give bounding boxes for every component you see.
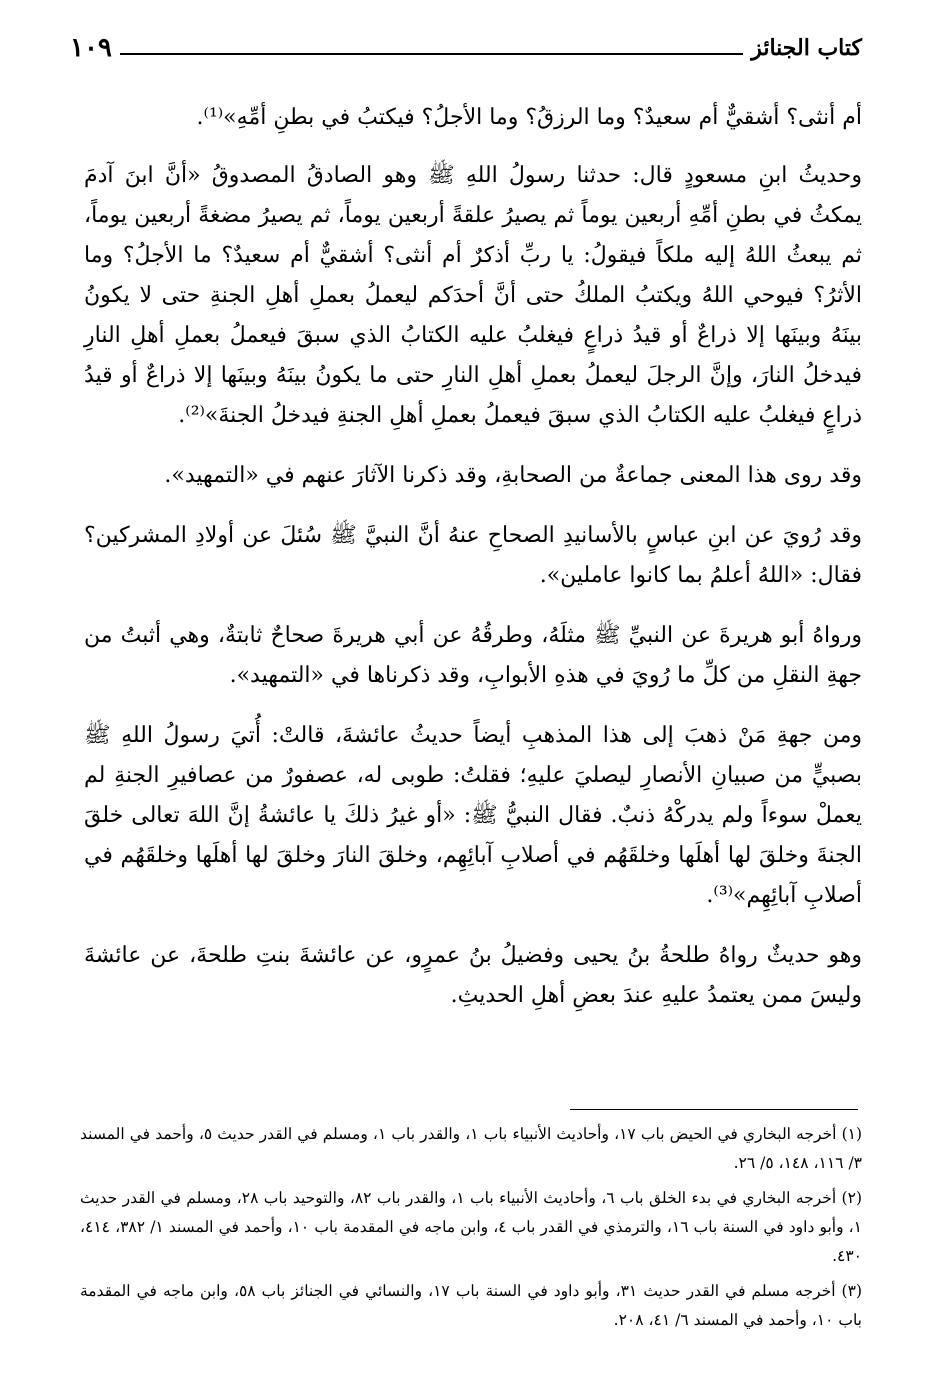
- page-number: ١٠٩: [70, 33, 112, 63]
- paragraph-1: أم أنثى؟ أشقيٌّ أم سعيدٌ؟ وما الرزقُ؟ وما الأجلُ؟ فيكتبُ في بطنِ أمِّهِ»⁽¹⁾.: [196, 105, 862, 130]
- paragraph-7: وهو حديثٌ رواهُ طلحةُ بنُ يحيى وفضيلُ بنُ عمرٍو، عن عائشةَ بنتِ طلحةَ، عن عائشةَ وليسَ ممن يعتمدُ عليهِ عندَ بعضِ أهلِ الحديثِ.: [84, 943, 862, 1008]
- main-text: [84, 98, 862, 1036]
- page-header: [70, 26, 862, 70]
- header-rule: [120, 53, 743, 55]
- running-title: كتاب الجنائز: [751, 35, 862, 61]
- paragraph-3: وقد روى هذا المعنى جماعةٌ من الصحابةِ، وقد ذكرنا الآثارَ عنهم في «التمهيد».: [164, 463, 862, 488]
- footnote-3: (٣) أخرجه مسلم في القدر حديث ٣١، وأبو داود في السنة باب ١٧، والنسائي في الجنائز باب ٥٨، وابن ماجه في المقدمة باب ١٠، وأحمد في المسند ٦/ ٤١، ٢٠٨.: [80, 1282, 862, 1329]
- footnote-2: (٢) أخرجه البخاري في بدء الخلق باب ٦، وأحاديث الأنبياء باب ١، والقدر باب ٨٢، والتوحيد باب ٢٨، ومسلم في القدر حديث ١، وأبو داود في السنة باب ١٦، والترمذي في القدر باب ٤، وابن ماجه في المقدمة باب ١٠، وأحمد في المسند ١/ ٣٨٢، ٤١٤، ٤٣٠.: [80, 1189, 862, 1265]
- paragraph-6: ومن جهةِ مَنْ ذهبَ إلى هذا المذهبِ أيضاً حديثُ عائشةَ، قالتْ: أُتيَ رسولُ اللهِ ﷺ بصبيٍّ من صبيانِ الأنصارِ ليصليَ عليهِ؛ فقلتُ: طوبى له، عصفورٌ من عصافيرِ الجنةِ لم يعملْ سوءاً ولم يدركْهُ ذنبٌ. فقال النبيُّ ﷺ: «أو غيرُ ذلكَ يا عائشةُ إنَّ اللهَ تعالى خلقَ الجنةَ وخلقَ لها أهلَها وخلقَهُم في أصلابِ آبائِهِم، وخلقَ النارَ وخلقَ لها أهلَها وخلقَهُم في أصلابِ آبائِهِم»⁽³⁾.: [84, 723, 863, 908]
- footnotes: [80, 1120, 862, 1341]
- paragraph-2: وحديثُ ابنِ مسعودٍ قال: حدثنا رسولُ اللهِ ﷺ وهو الصادقُ المصدوقُ «أنَّ ابنَ آدمَ يمكثُ في بطنِ أمِّهِ أربعين يوماً ثم يصيرُ علقةً أربعين يوماً، ثم يصيرُ مضغةً أربعين يوماً، ثم يبعثُ اللهُ إليه ملكاً فيقولُ: يا ربِّ أذكرٌ أم أنثى؟ أشقيٌّ أم سعيدٌ؟ ما الأجلُ؟ وما الأثرُ؟ فيوحي اللهُ ويكتبُ الملكُ حتى أنَّ أحدَكم ليعملُ بعملِ أهلِ الجنةِ حتى لا يكونُ بينَهُ وبينَها إلا ذراعٌ أو قيدُ ذراعٍ فيغلبُ عليه الكتابُ الذي سبقَ فيعملُ بعملِ أهلِ النارِ فيدخلُ النارَ، وإنَّ الرجلَ ليعملُ بعملِ أهلِ النارِ حتى ما يكونُ بينَهُ وبينَها إلا ذراعٌ أو قيدُ ذراعٍ فيغلبُ عليه الكتابُ الذي سبقَ فيعملُ بعملِ أهلِ الجنةِ فيدخلُ الجنةَ»⁽²⁾.: [84, 163, 862, 428]
- paragraph-4: وقد رُويَ عن ابنِ عباسٍ بالأسانيدِ الصحاحِ عنهُ أنَّ النبيَّ ﷺ سُئلَ عن أولادِ المشركين؟ فقال: «اللهُ أعلمُ بما كانوا عاملين».: [84, 523, 862, 588]
- footnote-separator: [570, 1109, 858, 1110]
- footnote-1: (١) أخرجه البخاري في الحيض باب ١٧، وأحاديث الأنبياء باب ١، والقدر باب ١، ومسلم في القدر حديث ٥، وأحمد في المسند ٣/ ١١٦، ١٤٨، ٥/ ٢٦.: [80, 1125, 863, 1172]
- paragraph-5: ورواهُ أبو هريرةَ عن النبيِّ ﷺ مثلَهُ، وطرقُهُ عن أبي هريرةَ صحاحٌ ثابتةٌ، وهي أثبتُ من جهةِ النقلِ من كلِّ ما رُويَ في هذهِ الأبوابِ، وقد ذكرناها في «التمهيد».: [84, 623, 862, 688]
